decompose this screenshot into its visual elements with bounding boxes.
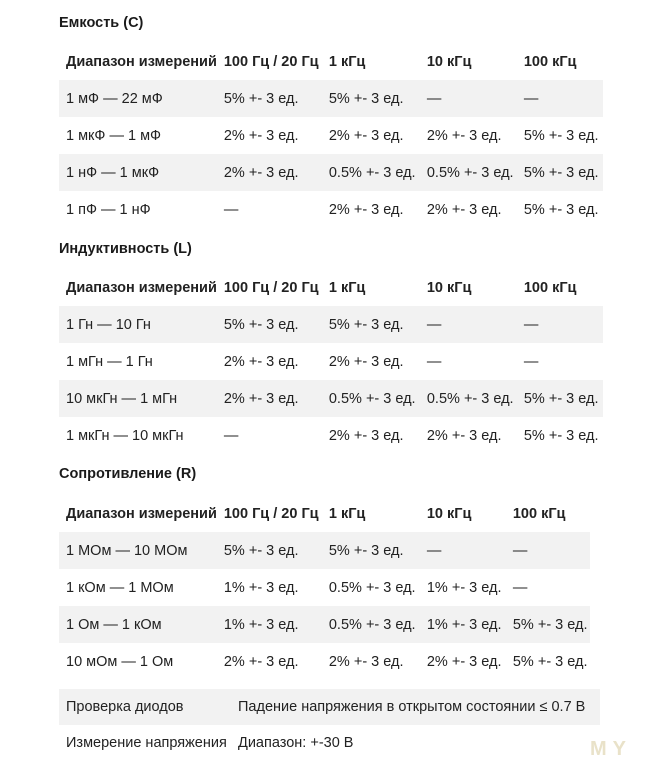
inductance-table [59,270,603,454]
header-cell: 10 кГц [426,280,472,296]
table-cell: 2% +- 3 ед. [426,201,502,218]
table-cell: 1 мкГн — 10 мкГн [66,427,184,444]
feature-value: Диапазон: +-30 В [238,735,354,751]
table-cell: 1 МОм — 10 МОм [59,532,217,569]
header-cell: 10 кГц [426,54,472,70]
table-cell: — [223,427,239,444]
table-cell: 2% +- 3 ед. [223,353,299,370]
table-cell: 2% +- 3 ед. [426,127,502,144]
table-cell: — [420,306,517,343]
header-cell: 1 кГц [328,54,366,70]
header-cell: 100 кГц [512,506,566,522]
header-cell: Диапазон измерений [66,280,217,296]
table-cell: — [523,353,539,370]
table-cell: — [517,80,603,117]
table-cell: 5% +- 3 ед. [512,653,588,670]
table-cell: 0.5% +- 3 ед. [322,154,420,191]
section-title-inductance: Индуктивность (L) [59,241,192,257]
table-cell: 2% +- 3 ед. [328,127,404,144]
table-row [59,80,603,117]
table-cell: 1 пФ — 1 нФ [66,201,151,218]
table-cell: 1% +- 3 ед. [420,606,506,643]
table-header-row [59,270,603,306]
table-row [59,154,603,191]
table-cell: 1% +- 3 ед. [217,606,322,643]
table-cell: 2% +- 3 ед. [223,653,299,670]
table-row [59,725,600,761]
table-cell: 5% +- 3 ед. [322,80,420,117]
table-row [59,306,603,343]
table-cell: 1% +- 3 ед. [223,579,299,596]
table-row [59,380,603,417]
table-cell: 5% +- 3 ед. [506,606,590,643]
header-cell: 1 кГц [328,280,366,296]
table-cell: 1 мГн — 1 Гн [66,353,153,370]
table-cell: 2% +- 3 ед. [217,380,322,417]
feature-name: Измерение напряжения [66,735,227,751]
header-cell: 1 кГц [328,506,366,522]
table-header-row [59,496,590,532]
header-cell: 100 кГц [523,280,577,296]
table-cell: 5% +- 3 ед. [217,80,322,117]
table-cell: 2% +- 3 ед. [328,353,404,370]
table-cell: 5% +- 3 ед. [322,532,420,569]
table-cell: 5% +- 3 ед. [523,127,599,144]
table-row [59,689,600,725]
table-cell: — [512,579,528,596]
table-cell: 5% +- 3 ед. [517,154,603,191]
table-cell: 2% +- 3 ед. [426,427,502,444]
table-row [59,643,590,680]
table-cell: 0.5% +- 3 ед. [420,380,517,417]
table-row [59,191,603,228]
feature-value: Падение напряжения в открытом состоянии ≤ 0.7 В [231,689,600,725]
header-cell: Диапазон измерений [66,506,217,522]
table-cell: 2% +- 3 ед. [328,653,404,670]
table-row [59,343,603,380]
table-cell: 0.5% +- 3 ед. [328,579,416,596]
table-cell: — [517,306,603,343]
feature-name: Проверка диодов [59,689,231,725]
table-cell: 10 мкГн — 1 мГн [59,380,217,417]
table-cell: 2% +- 3 ед. [426,653,502,670]
extra-features-table [59,689,600,761]
table-cell: 1 мФ — 22 мФ [59,80,217,117]
table-cell: 5% +- 3 ед. [523,427,599,444]
section-title-capacitance: Емкость (С) [59,15,144,31]
table-cell: 5% +- 3 ед. [322,306,420,343]
table-cell: 1 кОм — 1 МОм [66,579,174,596]
table-row [59,606,590,643]
table-cell: 2% +- 3 ед. [328,427,404,444]
table-cell: 0.5% +- 3 ед. [420,154,517,191]
table-cell: 2% +- 3 ед. [217,154,322,191]
table-row [59,569,590,606]
table-cell: 10 мОм — 1 Ом [66,653,174,670]
table-row [59,417,603,454]
header-cell: 100 Гц / 20 Гц [223,54,319,70]
table-header-row [59,44,603,80]
header-cell: 100 Гц / 20 Гц [223,280,319,296]
table-cell: 5% +- 3 ед. [217,532,322,569]
table-cell: — [223,201,239,218]
table-cell: 1 мкФ — 1 мФ [66,127,162,144]
table-cell: — [420,532,506,569]
header-cell: Диапазон измерений [66,54,217,70]
table-row [59,117,603,154]
table-cell: 5% +- 3 ед. [523,201,599,218]
table-cell: 0.5% +- 3 ед. [322,380,420,417]
table-cell: 5% +- 3 ед. [217,306,322,343]
table-row [59,532,590,569]
table-cell: 1% +- 3 ед. [426,579,502,596]
resistance-table [59,496,590,680]
table-cell: 1 нФ — 1 мкФ [59,154,217,191]
table-cell: 1 Гн — 10 Гн [59,306,217,343]
header-cell: 10 кГц [426,506,472,522]
table-cell: 2% +- 3 ед. [223,127,299,144]
table-cell: — [506,532,590,569]
table-cell: — [420,80,517,117]
table-cell: — [426,353,442,370]
table-cell: 5% +- 3 ед. [517,380,603,417]
capacitance-table [59,44,603,228]
section-title-resistance: Сопротивление (R) [59,466,197,482]
watermark-logo: MY [590,738,632,760]
table-cell: 1 Ом — 1 кОм [59,606,217,643]
header-cell: 100 кГц [523,54,577,70]
header-cell: 100 Гц / 20 Гц [223,506,319,522]
table-cell: 0.5% +- 3 ед. [322,606,420,643]
table-cell: 2% +- 3 ед. [328,201,404,218]
